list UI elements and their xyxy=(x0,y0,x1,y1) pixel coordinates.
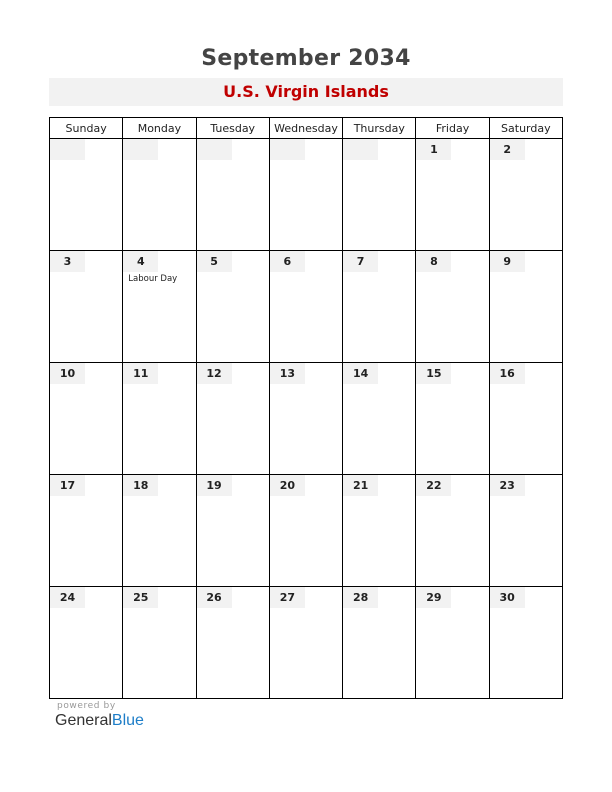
week-row xyxy=(50,251,563,363)
day-cell xyxy=(489,587,562,699)
day-number: 3 xyxy=(50,251,85,272)
region-name: U.S. Virgin Islands xyxy=(223,82,389,101)
weekday-header: Friday xyxy=(416,118,489,139)
day-cell xyxy=(196,363,269,475)
day-cell xyxy=(416,363,489,475)
day-cell xyxy=(343,587,416,699)
week-row xyxy=(50,139,563,251)
day-number: 13 xyxy=(270,363,305,384)
day-number xyxy=(123,139,158,160)
day-cell xyxy=(269,587,342,699)
week-row xyxy=(50,363,563,475)
day-cell xyxy=(196,587,269,699)
day-number: 19 xyxy=(197,475,232,496)
day-cell xyxy=(123,251,196,363)
weekday-header: Tuesday xyxy=(196,118,269,139)
week-row xyxy=(50,587,563,699)
day-cell xyxy=(269,363,342,475)
month-grid xyxy=(49,117,563,699)
day-number: 2 xyxy=(490,139,525,160)
day-cell xyxy=(50,475,123,587)
day-cell xyxy=(123,363,196,475)
day-number: 28 xyxy=(343,587,378,608)
day-cell xyxy=(123,475,196,587)
day-number: 10 xyxy=(50,363,85,384)
day-cell xyxy=(489,139,562,251)
day-number: 21 xyxy=(343,475,378,496)
empty-day-cell xyxy=(269,139,342,251)
day-cell xyxy=(489,475,562,587)
day-number: 26 xyxy=(197,587,232,608)
day-cell xyxy=(269,251,342,363)
day-number: 12 xyxy=(197,363,232,384)
generalblue-logo[interactable] xyxy=(55,712,144,730)
day-number: 9 xyxy=(490,251,525,272)
day-number: 4 xyxy=(123,251,158,272)
empty-day-cell xyxy=(123,139,196,251)
day-number: 15 xyxy=(416,363,451,384)
day-cell xyxy=(123,587,196,699)
day-cell xyxy=(343,251,416,363)
day-cell xyxy=(489,251,562,363)
day-number: 25 xyxy=(123,587,158,608)
day-number: 24 xyxy=(50,587,85,608)
day-number xyxy=(343,139,378,160)
empty-day-cell xyxy=(196,139,269,251)
day-cell xyxy=(489,363,562,475)
day-cell xyxy=(50,363,123,475)
holiday-label: Labour Day xyxy=(128,274,178,284)
day-number: 11 xyxy=(123,363,158,384)
day-cell xyxy=(416,587,489,699)
powered-by-text: powered by xyxy=(57,701,116,711)
logo-text-blue: Blue xyxy=(111,712,144,729)
day-number: 18 xyxy=(123,475,158,496)
calendar-title: September 2034 xyxy=(201,46,411,71)
empty-day-cell xyxy=(50,139,123,251)
day-number xyxy=(270,139,305,160)
day-number: 16 xyxy=(490,363,525,384)
day-cell xyxy=(196,475,269,587)
day-cell xyxy=(50,251,123,363)
day-number: 29 xyxy=(416,587,451,608)
day-cell xyxy=(196,251,269,363)
day-cell xyxy=(416,139,489,251)
day-number: 5 xyxy=(197,251,232,272)
weekday-header: Saturday xyxy=(489,118,562,139)
day-number: 22 xyxy=(416,475,451,496)
day-number xyxy=(197,139,232,160)
day-number: 27 xyxy=(270,587,305,608)
day-cell xyxy=(269,475,342,587)
day-number: 23 xyxy=(490,475,525,496)
weekday-header: Sunday xyxy=(50,118,123,139)
week-row xyxy=(50,475,563,587)
day-number: 17 xyxy=(50,475,85,496)
weekday-header: Monday xyxy=(123,118,196,139)
day-number: 8 xyxy=(416,251,451,272)
day-cell xyxy=(50,587,123,699)
day-number: 7 xyxy=(343,251,378,272)
day-cell xyxy=(343,475,416,587)
weekday-header: Wednesday xyxy=(269,118,342,139)
day-number: 20 xyxy=(270,475,305,496)
day-number: 1 xyxy=(416,139,451,160)
day-number: 30 xyxy=(490,587,525,608)
day-number: 14 xyxy=(343,363,378,384)
day-cell xyxy=(343,363,416,475)
logo-text-general: General xyxy=(55,712,112,729)
weekday-header: Thursday xyxy=(343,118,416,139)
day-cell xyxy=(416,475,489,587)
day-number xyxy=(50,139,85,160)
day-number: 6 xyxy=(270,251,305,272)
weekday-header-row xyxy=(50,118,563,139)
region-banner xyxy=(49,78,563,106)
empty-day-cell xyxy=(343,139,416,251)
day-cell xyxy=(416,251,489,363)
